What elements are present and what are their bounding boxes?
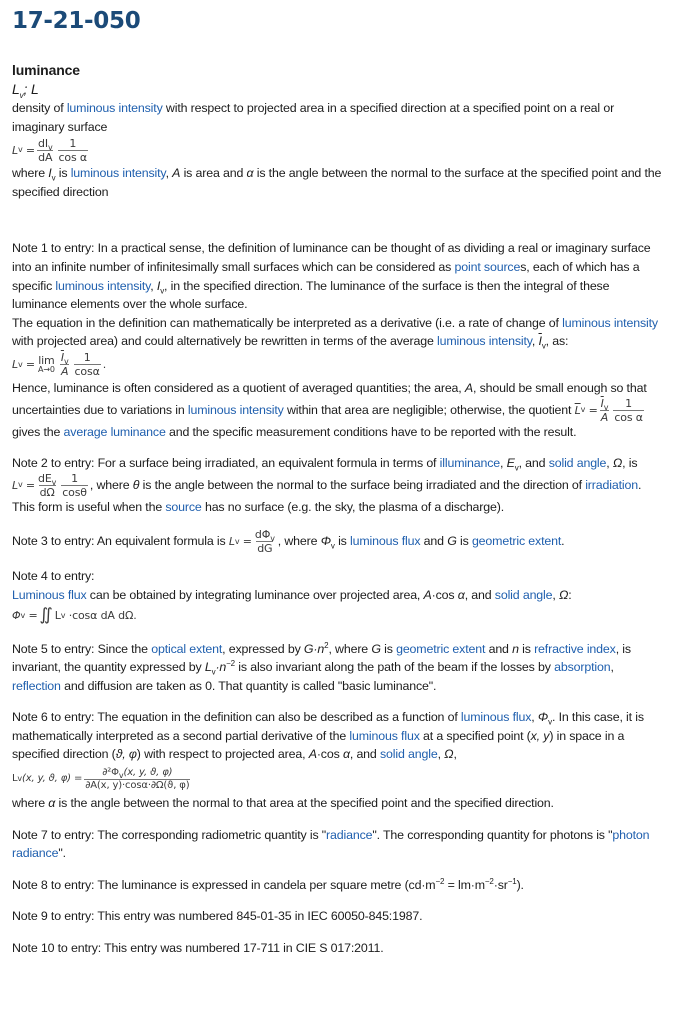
link-solid-angle[interactable]: solid angle [548,456,607,471]
symbol: ϑ, φ [115,747,137,762]
symbol-sub: v [51,173,56,183]
text: s, each of which has a specific [12,259,640,293]
link-geometric-extent[interactable]: geometric extent [396,641,486,656]
note-1 [12,239,663,351]
text: , and [349,747,380,762]
formula-sub: v [51,477,57,487]
symbol: G [371,641,381,656]
formula-num: 1 [71,471,78,485]
definition-formula: L v = $dI_v$ dA $\frac{1}{\text{cos α}}$ [12,136,88,164]
formula-sub: v [270,534,275,544]
symbol: E [506,456,515,471]
text: with respect to projected area in a specified direction at a specified point on a real or imaginary surface [12,101,615,134]
symbol-sub: v [160,286,165,296]
formula-symbol: L [12,358,18,372]
text: ". The corresponding quantity for photons is " [372,827,613,842]
text: , [165,166,173,181]
text: has no surface (e.g. the sky, the plasma of a discharge). [201,499,505,514]
text: , where [89,477,133,492]
entry-id: 17-21-050 [12,8,141,34]
formula-den: cos α [58,150,88,164]
text: is [518,641,535,656]
symbol-sub: v [541,341,546,351]
link-source[interactable]: source [165,499,202,514]
text: ·cos [431,587,458,602]
note-10: Note 10 to entry: This entry was numbered 17-711 in CIE S 017:2011. [12,941,384,956]
note-6-where [12,794,663,813]
text: where [12,166,49,181]
symbol: Ω [612,456,623,471]
formula-num: 1 [83,351,91,365]
link-optical-extent[interactable]: optical extent [151,641,223,656]
note-9: Note 9 to entry: This entry was numbered 845-01-35 in IEC 60050-845:1987. [12,909,423,924]
text: . [561,534,565,549]
text: , [531,334,539,349]
text: and diffusion are taken as 0. That quantity is called "basic luminance". [60,678,437,693]
note-2 [12,454,663,516]
link-average-luminance[interactable]: average luminance [63,424,166,439]
formula-sub: v [47,142,53,152]
formula-symbol: L [12,143,18,157]
text: , expressed by [222,641,304,656]
link-absorption[interactable]: absorption [554,660,611,675]
text: is the angle between the normal to that area at the specified point and the specified direction. [55,796,554,811]
text: and the specific measurement conditions have to be reported with the result. [165,424,577,439]
formula-sub: v [118,770,124,780]
text: with projected area) and could alternatively be rewritten in terms of the average [12,334,438,349]
formula-symbol: $\overline{L}$ [574,403,581,417]
link-irradiation[interactable]: irradiation [585,477,638,492]
symbol: L [204,660,212,675]
text: , where [328,641,372,656]
link-luminous-flux[interactable]: Luminous flux [12,587,87,602]
text: is [334,534,351,549]
text: within that area are negligible; otherwise, the quotient [283,402,575,417]
formula-den: cos α [614,410,643,424]
formula-den: dΩ [39,485,55,499]
formula-end: . [102,358,107,372]
text: The equation in the definition can mathematically be interpreted as a derivative (i.e. a rate of change of [12,315,563,330]
note-5 [12,640,663,696]
symbol: α [48,796,56,811]
text: . This form is useful when the [12,477,642,514]
symbol: α [342,747,350,762]
symbol: G [447,534,457,549]
formula-den: ∂A(x, y)·cosα·∂Ω(ϑ, φ) [85,779,190,791]
symbol: A [172,166,181,181]
text: , [531,710,538,725]
symbol: Ω [444,747,454,762]
note-1-formula: L v = lim A→0 $\overline{I}_v$ A $\frac{1}{\cos\alpha}$ . [12,351,107,379]
text: Note 2 to entry: For a surface being irradiated, an equivalent formula in terms of [12,456,440,471]
symbol: G·n [303,641,325,656]
superscript: −1 [507,876,517,886]
term-symbols: $L_v$; L [12,81,39,100]
link-illuminance[interactable]: illuminance [439,456,500,471]
definition [12,99,663,136]
symbol: Φ [320,534,331,549]
text: , [552,587,559,602]
superscript: −2 [484,876,494,886]
text: , is invariant, the quantity expressed by [12,641,631,675]
link-photon-radiance[interactable]: photon radiance [12,827,650,861]
text: ) with respect to projected area, [136,747,309,762]
text: at a specified point ( [419,728,531,743]
text: , in the specified direction. The luminance of the surface is then the integral of these luminance elements over the whole surface. [12,278,610,312]
text: : [568,587,572,602]
formula-args: (x, y, ϑ, φ) [123,766,173,778]
text: , [606,456,613,471]
symbol: $\overline{I}$ [538,334,542,349]
symbol: A [308,747,317,762]
link-luminous-flux[interactable]: luminous flux [460,710,532,725]
symbol: θ [132,477,140,492]
symbol-sup: −2 [226,658,235,668]
note-1-continued [12,379,663,441]
symbol: A [464,380,474,395]
formula-den: cosθ [62,485,87,499]
double-integral-symbol: ∬ [39,605,53,625]
text: is the angle between the normal to the surface being irradiated and the direction of [139,477,586,492]
symbol: x, y [530,728,550,743]
symbol: I [156,278,161,293]
formula-sub: v [603,402,609,412]
text: Hence, luminance is often considered as a quotient of averaged quantities; the area, [12,380,465,395]
formula-num: 1 [625,396,633,410]
superscript: −2 [435,876,445,886]
text: = lm·m [444,877,485,892]
link-luminous-flux[interactable]: luminous flux [349,728,420,743]
symbol: α [246,166,254,181]
text: Note 4 to entry: [12,569,95,584]
formula-body: L [54,609,61,622]
text: , [437,747,445,762]
note-4-formula: Φ v = ∬ L v ·cosα dA dΩ. [12,605,137,625]
text: Note 6 to entry: The equation in the definition can also be described as a function of [12,710,461,725]
note-7 [12,826,663,863]
text: ). [516,877,524,892]
formula-den: A [600,410,609,424]
text: is also invariant along the path of the beam if the losses by [234,660,555,675]
text: , [150,278,157,293]
text: is the angle between the normal to the surface at the specified point and the specified direction [12,166,662,199]
link-luminous-intensity[interactable]: luminous intensity [562,315,658,330]
text: is [55,166,71,181]
formula-num: $\overline{I}$ [60,351,64,365]
text: , [500,456,507,471]
formula-lim: lim [38,354,55,368]
text: , as: [545,334,569,349]
symbol: I [48,166,52,181]
note-1-formula-2: $\overline{L}$ v = $\overline{I}_v$ A $\frac{1}{\text{cos α}}$ [574,396,643,424]
link-luminous-intensity[interactable]: luminous intensity [70,166,166,181]
text: gives the [12,424,64,439]
text: . In this case, it is mathematically interpreted as a second partial derivative of the [12,710,644,743]
symbol-sup: 2 [324,640,329,650]
text: , is [622,456,638,471]
symbol-sub: v [330,541,335,551]
text: Note 1 to entry: In a practical sense, the definition of luminance can be thought of as dividing a real or imaginary surface into an infinite number of infinitesimally small surfaces which can be considered as [12,241,651,274]
note-3 [12,529,663,554]
text: ". [58,846,66,861]
link-point-source[interactable]: point source [454,259,521,274]
note-6 [12,708,663,764]
link-radiance[interactable]: radiance [326,827,373,842]
link-solid-angle[interactable]: solid angle [379,747,438,762]
formula-symbol: L [228,535,235,549]
link-luminous-intensity[interactable]: luminous intensity [187,402,284,417]
note-8 [12,876,663,895]
formula-num: dI [38,136,48,150]
text: where [12,796,49,811]
text: , where [277,534,321,549]
formula-sub: v [63,357,69,367]
link-luminous-intensity[interactable]: luminous intensity [437,334,532,349]
symbol-sub: v [211,667,216,677]
formula-args: (x, y, ϑ, φ) [22,773,71,785]
text: can be obtained by integrating luminance over projected area, [86,587,424,602]
symbol: n [512,641,519,656]
text: Note 5 to entry: Since the [12,641,152,656]
text: ·cos [316,747,343,762]
link-luminous-intensity[interactable]: luminous intensity [66,101,163,115]
formula-num: dE [38,471,52,485]
text: and [420,534,448,549]
text: , [453,747,457,762]
text: Note 7 to entry: The corresponding radiometric quantity is " [12,827,327,842]
text: Note 3 to entry: An equivalent formula is [12,534,229,549]
text: ·sr [493,877,508,892]
formula-symbol: L [12,478,18,492]
text: is [380,641,397,656]
symbol: ·n [215,660,227,675]
link-refractive-index[interactable]: refractive index [534,641,616,656]
note-4 [12,567,663,604]
formula-num: ∂²Φ [102,766,119,778]
formula-den: A [60,365,69,379]
text: and [485,641,513,656]
symbol: α [457,587,465,602]
text: , [610,660,614,675]
link-solid-angle[interactable]: solid angle [494,587,553,602]
formula-lim-sub: A→0 [38,365,55,375]
formula-num: 1 [69,136,77,150]
symbol: A [423,587,432,602]
symbol: Ω [558,587,569,602]
text: , should be small enough so that uncertainties due to variations in [12,380,647,417]
text: , and [464,587,495,602]
text: is area and [180,166,247,181]
formula-symbol: L [12,773,18,785]
definition-where [12,164,663,201]
text: Note 8 to entry: The luminance is expressed in candela per square metre (cd·m [12,877,436,892]
term-name: luminance [12,62,80,78]
link-geometric-extent[interactable]: geometric extent [471,534,562,549]
note-3-formula: L v = $d\Phi_v$ dG [228,528,275,556]
link-luminous-intensity[interactable]: luminous intensity [55,278,151,293]
text: ) in space in a specified direction ( [12,728,625,762]
text: is [456,534,472,549]
formula-den: dG [257,542,273,556]
formula-num: $\overline{I}$ [600,396,604,410]
link-luminous-flux[interactable]: luminous flux [350,534,421,549]
formula-symbol: Φ [12,609,21,622]
link-reflection[interactable]: reflection [12,678,61,693]
symbol-sub: v [548,717,552,727]
symbol-sub: v [514,463,519,473]
formula-rest: ·cosα dA dΩ. [68,609,137,622]
text: density of [12,101,67,115]
symbol: Φ [537,710,549,725]
text: , and [518,456,549,471]
formula-den: dA [38,150,53,164]
note-2-formula: L v = $dE_v$ dΩ $\frac{1}{\cos\theta}$ [12,471,87,499]
formula-den: cosα [74,365,100,379]
formula-num: dΦ [254,528,271,542]
note-6-formula: L v (x, y, ϑ, φ) = $\partial^2\Phi_v(x$, y, ϑ, φ) ∂A(x, y)·cosα·∂Ω(ϑ, φ) [12,766,190,791]
